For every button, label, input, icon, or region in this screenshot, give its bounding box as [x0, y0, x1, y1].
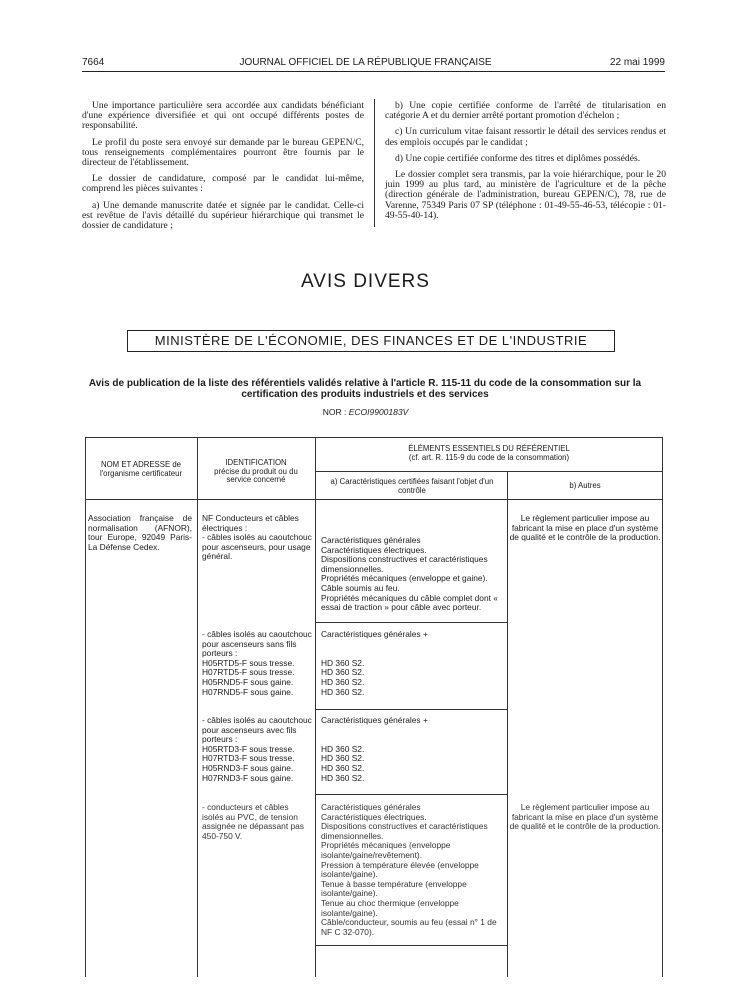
ministry-banner: MINISTÈRE DE L'ÉCONOMIE, DES FINANCES ET DE L'INDUSTRIE — [127, 330, 615, 352]
left-text-column — [82, 101, 364, 237]
identification-cell — [202, 514, 312, 562]
nor-label: NOR : — [322, 407, 347, 417]
list-item: NF Conducteurs et câbles électriques : — [202, 513, 299, 533]
caracteristiques-cell — [321, 536, 507, 613]
list-item: Caractéristiques générales + — [321, 715, 428, 725]
list-item: Caractéristiques générales + — [321, 629, 428, 639]
journal-title: JOURNAL OFFICIEL DE LA RÉPUBLIQUE FRANÇAISE — [239, 57, 492, 68]
list-item: Caractéristiques électriques. — [321, 811, 427, 822]
list-item: HD 360 S2. — [321, 772, 365, 783]
header-organisme: NOM ET ADRESSE de l'organisme certificateur — [99, 460, 183, 478]
identification-cell — [202, 716, 312, 783]
table-border-left — [85, 437, 86, 977]
autres-text: Le règlement particulier impose au fabricant la mise en place d'un système de qualité et le contrôle de la production. — [509, 513, 661, 543]
list-item: Caractéristiques générales — [321, 535, 421, 545]
list-item: H07RTD3-F sous tresse. — [202, 753, 295, 764]
caracteristiques-cell — [321, 716, 507, 783]
list-item: HD 360 S2. — [321, 686, 365, 697]
page-number: 7664 — [82, 57, 105, 68]
nor-value: ECOI9900183V — [348, 407, 409, 417]
organisme-address: Association française de normalisation (AFNOR), tour Europe, 92049 Paris-La Défense Cedex. — [88, 513, 192, 552]
list-item: Propriétés mécaniques (enveloppe isolante/gaine/revêtement). — [321, 840, 451, 860]
paragraph: d) Une copie certifiée conforme des titres et diplômes possédés. — [395, 152, 641, 164]
header-identification-sub: précise du produit ou du service concerné — [214, 466, 298, 485]
identification-cell — [202, 803, 312, 841]
header-identification — [202, 459, 310, 485]
list-item: H07RND5-F sous gaine. — [202, 686, 294, 697]
paragraph: Le profil du poste sera envoyé sur demande par le bureau GEPEN/C, tous renseignements complémentaires pourront être fournis par le directeur de l'établissement. — [82, 136, 364, 169]
row-rule — [315, 945, 507, 946]
paragraph: Une importance particulière sera accordée aux candidats bénéficiant d'une expérience diversifiée et qui ont occupé différents postes de responsabilité. — [82, 100, 364, 132]
header-bottom-rule — [85, 499, 663, 500]
paragraph: a) Une demande manuscrite datée et signée par le candidat. Celle-ci est revêtue de l'avis détaillé du supérieur hiérarchique qui transmet le dossier de candidature ; — [82, 199, 364, 232]
list-item: - conducteurs et câbles isolés au PVC, de tension assignée ne dépassant pas 450-750 V. — [202, 802, 304, 841]
header-autres: b) Autres — [569, 481, 601, 490]
list-item: Câble/conducteur, soumis au feu (essai n° 1 de NF C 32-070). — [321, 917, 497, 937]
list-item: - câbles isolés au caoutchouc pour ascenseurs sans fils porteurs : — [202, 629, 312, 659]
column-rule — [197, 437, 198, 977]
caracteristiques-cell — [321, 803, 507, 937]
section-title: AVIS DIVERS — [301, 271, 430, 292]
header-rule — [82, 71, 665, 72]
list-item: H05RND3-F sous gaine. — [202, 762, 294, 773]
caracteristiques-cell — [321, 630, 507, 697]
issue-date: 22 mai 1999 — [609, 57, 665, 68]
list-item: HD 360 S2. — [321, 762, 365, 773]
list-item: HD 360 S2. — [321, 676, 365, 687]
list-item: Câble soumis au feu. — [321, 582, 400, 593]
column-separator — [374, 99, 375, 227]
autres-text: Le règlement particulier impose au fabricant la mise en place d'un système de qualité et le contrôle de la production. — [509, 802, 661, 832]
list-item: H05RND5-F sous gaine. — [202, 676, 294, 687]
paragraph: Le dossier de candidature, composé par le candidat lui-même, comprend les pièces suivantes : — [82, 173, 364, 195]
identification-cell — [202, 630, 312, 697]
table-border-top — [85, 437, 663, 438]
list-item: Pression à température élevée (enveloppe isolante/gaine). — [321, 859, 479, 880]
right-text-column — [385, 101, 666, 227]
header-elements-title: ÉLÉMENTS ESSENTIELS DU RÉFÉRENTIEL — [408, 444, 570, 453]
list-item: H07RND3-F sous gaine. — [202, 772, 294, 783]
list-item: HD 360 S2. — [321, 657, 365, 668]
list-item: HD 360 S2. — [321, 743, 365, 754]
row-rule — [315, 794, 507, 795]
header-subrule — [315, 471, 663, 472]
column-rule — [507, 471, 508, 977]
list-item: - câbles isolés au caoutchouc pour ascenseurs, pour usage général. — [202, 532, 312, 562]
list-item: Propriétés mécaniques (enveloppe et gaine). — [321, 573, 488, 584]
header-elements-sub: (cf. art. R. 115-9 du code de la consommation) — [408, 452, 570, 462]
list-item: Dispositions constructives et caractéristiques dimensionnelles. — [321, 821, 488, 841]
notice-title: Avis de publication de la liste des référentiels validés relative à l'article R. 115-11 du code de la consommation sur la certification des produits industriels et des services — [88, 378, 642, 400]
list-item: Propriétés mécaniques du câble complet dont « essai de traction » pour câble avec porteur. — [321, 592, 498, 613]
list-item: - câbles isolés au caoutchouc pour ascenseurs avec fils porteurs : — [202, 715, 312, 745]
list-item: HD 360 S2. — [321, 667, 365, 678]
paragraph: c) Un curriculum vitae faisant ressortir le détail des services rendus et des emplois occupés par le candidat ; — [385, 126, 666, 148]
list-item: H07RTD5-F sous tresse. — [202, 667, 295, 678]
list-item: H05RTD3-F sous tresse. — [202, 743, 295, 754]
header-caracteristiques: a) Caractéristiques certifiées faisant l'objet d'un contrôle — [330, 477, 494, 495]
header-elements — [317, 445, 661, 462]
list-item: Tenue à basse température (enveloppe isolante/gaine). — [321, 878, 467, 899]
paragraph: b) Une copie certifiée conforme de l'arrêté de titularisation en catégorie A et du dernier arrêté portant promotion d'échelon ; — [385, 100, 666, 122]
row-rule — [315, 622, 507, 623]
header-identification-title: IDENTIFICATION — [225, 458, 287, 467]
row-rule — [315, 709, 507, 710]
column-rule — [315, 437, 316, 977]
list-item: Tenue au choc thermique (enveloppe isolante/gaine). — [321, 897, 459, 918]
list-item: Dispositions constructives et caractéristiques dimensionnelles. — [321, 554, 488, 574]
nor-reference — [0, 407, 731, 417]
list-item: Caractéristiques générales — [321, 802, 421, 812]
paragraph: Le dossier complet sera transmis, par la voie hiérarchique, pour le 20 juin 1999 au plus tard, au ministère de l'agriculture et de la pêche (direction générale de l'administration, bureau GEPEN/C), 78, rue de Varenne, 75349 Paris 07 SP (téléphone : 01-49-55-46-53, télécopie : 01-49-55-40-14). — [385, 169, 666, 221]
list-item: Caractéristiques électriques. — [321, 544, 427, 555]
list-item: HD 360 S2. — [321, 753, 365, 764]
referentiels-table — [85, 437, 663, 977]
list-item: H05RTD5-F sous tresse. — [202, 657, 295, 668]
